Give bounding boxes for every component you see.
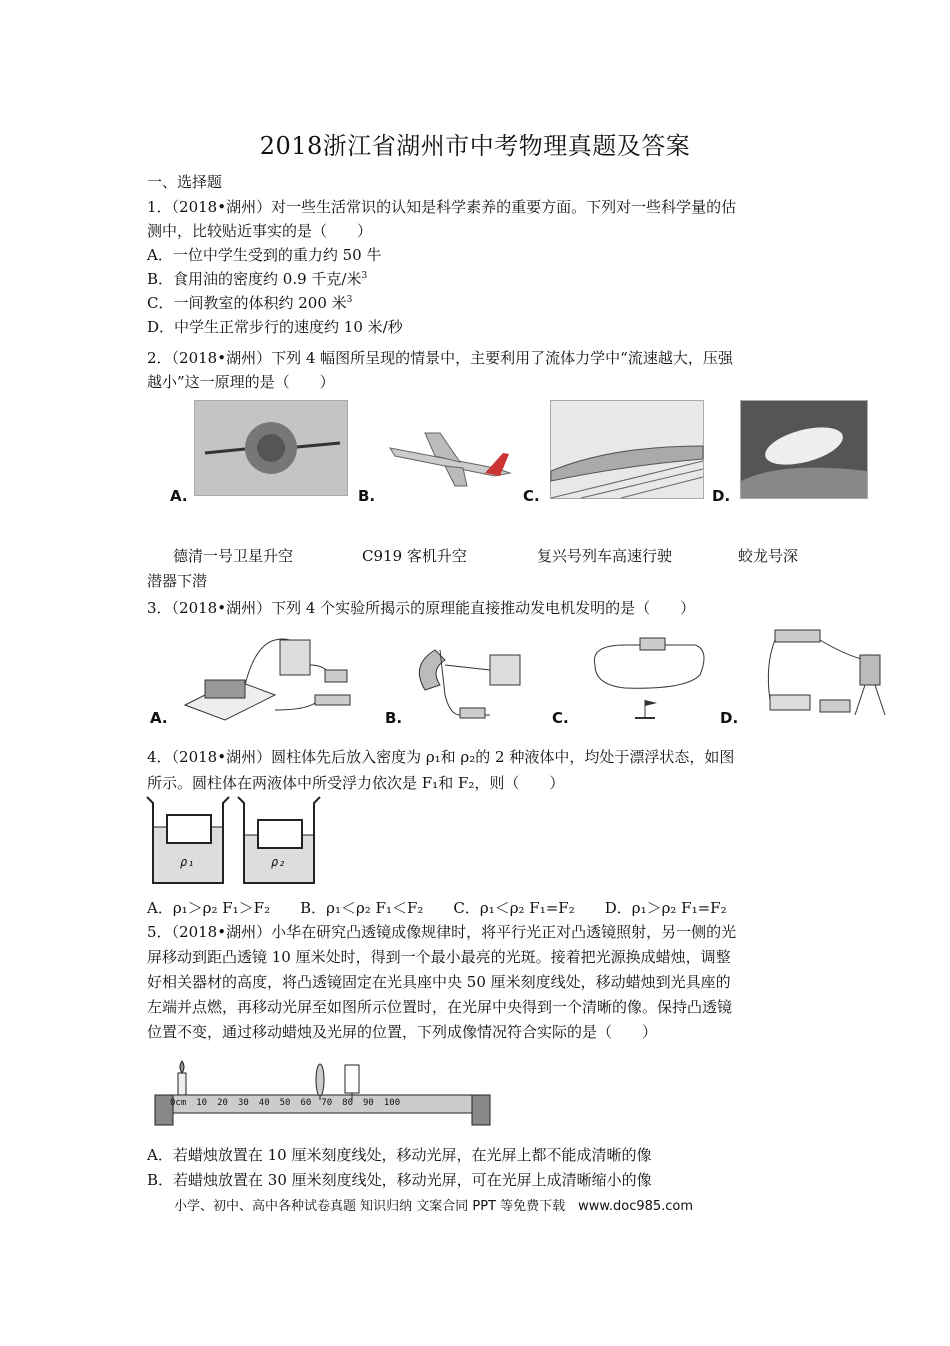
q3-label-a: A. (150, 709, 168, 727)
q5-option-b: B．若蜡烛放置在 30 厘米刻度线处，移动光屏，可在光屏上成清晰缩小的像 (147, 1171, 652, 1189)
q1-option-c: C．一间教室的体积约 200 米$^3$ (147, 294, 353, 312)
footer-text: 小学、初中、高中各种试卷真题 知识归纳 文案合同 PPT 等免费下载 www.doc985.com (174, 1199, 694, 1214)
ruler-tick: 80 (342, 1098, 354, 1108)
q2-label-b: B. (358, 487, 376, 505)
q3-label-d: D. (720, 709, 739, 727)
q5-stem-line5: 位置不变，通过移动蜡烛及光屏的位置，下列成像情况符合实际的是（ ） (147, 1023, 658, 1041)
q5-stem-line3: 好相关器材的高度，将凸透镜固定在光具座中央 50 厘米刻度线处，移动蜡烛到光具座的 (147, 973, 731, 991)
q2-label-d: D. (712, 487, 731, 505)
q1-option-a: A．一位中学生受到的重力约 50 牛 (147, 246, 382, 264)
q4-stem-line2: 所示。圆柱体在两液体中所受浮力依次是 F₁和 F₂，则（ ） (147, 774, 565, 792)
q3-label-b: B. (385, 709, 403, 727)
q5-option-a: A．若蜡烛放置在 10 厘米刻度线处，移动光屏，在光屏上都不能成清晰的像 (147, 1146, 652, 1164)
satellite-icon (195, 401, 347, 495)
satellite-photo (194, 400, 348, 496)
ruler-tick: 0cm (170, 1098, 187, 1108)
experiment-c-diagram (585, 630, 715, 725)
ruler-tick: 20 (217, 1098, 228, 1108)
caption-b: C919 客机升空 (362, 547, 467, 565)
ruler-ticks (170, 1098, 400, 1108)
q4-stem-line1: 4．（2018•湖州）圆柱体先后放入密度为 ρ₁和 ρ₂的 2 种液体中，均处于漂浮状态，如图 (147, 748, 735, 766)
optical-bench-diagram (150, 1055, 495, 1130)
q2-stem-line1: 2．（2018•湖州）下列 4 幅图所呈现的情景中，主要利用了流体力学中“流速越大，压强 (147, 349, 733, 367)
ruler-tick: 100 (383, 1098, 401, 1108)
q3-stem-line1: 3．（2018•湖州）下列 4 个实验所揭示的原理能直接推动发电机发明的是（ ） (147, 599, 696, 617)
beaker-1-label: ρ₁ (180, 855, 195, 869)
train-photo (550, 400, 704, 499)
ruler-tick: 90 (363, 1098, 374, 1108)
beaker-2-label: ρ₂ (271, 855, 286, 869)
airplane-photo (385, 418, 515, 488)
ruler-tick: 40 (258, 1098, 270, 1108)
caption-d: 蛟龙号深 (738, 547, 799, 565)
airplane-icon (385, 418, 515, 488)
q1-stem-line2: 测中，比较贴近事实的是（ ） (147, 222, 373, 240)
q1-stem-line1: 1．（2018•湖州）对一些生活常识的认知是科学素养的重要方面。下列对一些科学量的估 (147, 198, 737, 216)
experiment-a-diagram (175, 625, 360, 730)
caption-c: 复兴号列车高速行驶 (537, 547, 673, 565)
ruler-tick: 30 (237, 1098, 249, 1108)
caption-a: 德清一号卫星升空 (173, 547, 294, 565)
ruler-tick: 50 (279, 1098, 291, 1108)
q2-label-a: A. (170, 487, 188, 505)
ruler-tick: 70 (321, 1098, 333, 1108)
ruler-tick: 60 (300, 1098, 312, 1108)
section-heading: 一、选择题 (147, 173, 223, 191)
caption-d-wrap: 潜器下潜 (147, 572, 208, 590)
q5-stem-line4: 左端并点燃，再移动光屏至如图所示位置时，在光屏中央得到一个清晰的像。保持凸透镜 (147, 998, 733, 1016)
beaker-1 (145, 795, 230, 887)
ruler-tick: 10 (196, 1098, 208, 1108)
page-title: 2018浙江省湖州市中考物理真题及答案 (259, 132, 691, 160)
beaker-2 (236, 795, 321, 887)
submarine-icon (741, 401, 867, 498)
experiment-d-diagram (755, 625, 895, 720)
q2-stem-line2: 越小”这一原理的是（ ） (147, 373, 335, 391)
q2-label-c: C. (523, 487, 540, 505)
q4-options: A．ρ₁＞ρ₂ F₁＞F₂ B．ρ₁＜ρ₂ F₁＜F₂ C．ρ₁＜ρ₂ F₁=F₂ D．ρ₁＞ρ₂ F₁=F₂ (147, 899, 727, 917)
train-icon (551, 401, 703, 498)
q5-stem-line2: 屏移动到距凸透镜 10 厘米处时，得到一个最小最亮的光斑。接着把光源换成蜡烛，调整 (147, 948, 731, 966)
experiment-b-diagram (405, 640, 530, 725)
q1-option-b: B．食用油的密度约 0.9 千克/米$^3$ (147, 270, 368, 288)
q3-label-c: C. (552, 709, 569, 727)
q5-stem-line1: 5．（2018•湖州）小华在研究凸透镜成像规律时，将平行光正对凸透镜照射，另一侧的光 (147, 923, 737, 941)
submarine-photo (740, 400, 868, 499)
q1-option-d: D．中学生正常步行的速度约 10 米/秒 (147, 318, 403, 336)
